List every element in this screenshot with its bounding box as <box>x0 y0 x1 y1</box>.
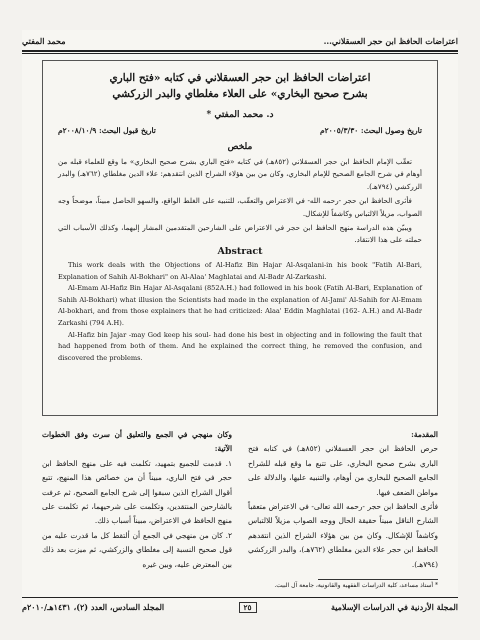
english-abstract-p3: Al-Hafiz bin Jajar -may God keep his soul- had done his best in objecting and in following the fault that had happened from both of them. And he explained the correct thing, he removed the confusion, and discovered the problems. <box>58 330 422 362</box>
title-line-1: اعتراضات الحافظ ابن حجر العسقلاني في كتابه «فتح الباري <box>109 72 371 84</box>
body-column-left <box>42 428 232 572</box>
body-column-right <box>248 428 438 572</box>
arabic-abstract-p1: تعقّب الإمام الحافظ ابن حجر العسقلاني (٨٥٢هـ) في كتابه «فتح الباري بشرح صحيح البخاري» ما وقع للعلماء قبله من أوهام في شرح الجامع الصحيح للإمام البخاري، وكان من بين هؤلاء الشراح الذين انتقدهم: علاء الدين مغلطاي (٧٦٢هـ) والبدر الزركشي (٧٩٤هـ). <box>58 157 422 191</box>
article-title <box>52 70 428 102</box>
header-author: محمد المفتي <box>22 36 66 46</box>
title-line-2: بشرح صحيح البخاري» على العلاء مغلطاي والبدر الزركشي <box>112 88 368 100</box>
introduction-heading: المقدمة: <box>411 430 438 439</box>
method-item-2: ٢. كان من منهجي في الجمع أن ألتقط كل ما قدرت عليه من قول صحيح النسبة إلى مغلطاي والزركشي، ثم ميزت بعد ذلك بين المعترض عليه، وبين غيره <box>42 530 232 569</box>
arabic-abstract <box>58 156 422 249</box>
article-author: د. محمد المفتي * <box>206 110 274 120</box>
english-abstract <box>58 260 422 364</box>
page-number: ٢٥ <box>239 602 257 613</box>
header-rule-thin <box>22 53 458 54</box>
introduction-p2: فأثرى الحافظ ابن حجر -رحمه الله تعالى- في الاعتراض متعقباً الشارح الناقل مبيناً حقيقة الحال ووجه الصواب مزيلاً للالتباس وكاشفاً للإشكال. وكان من بين هؤلاء الشراح الذين انتقدهم الحافظ ابن حجر علاء الدين مغلطاي (٧٦٢هـ)، والبدر الزركشي (٧٩٤هـ). <box>248 502 438 569</box>
header-rule <box>22 50 458 52</box>
footer-rule <box>22 597 458 598</box>
author-footnote: * أستاذ مساعد، كلية الدراسات الفقهية والقانونية، جامعة آل البيت. <box>274 582 438 589</box>
received-date: تاريخ وصول البحث: ٢٠٠٥/٣/٣٠م <box>319 126 422 135</box>
header-running-title: اعتراضات الحافظ ابن حجر العسقلاني... <box>323 36 458 46</box>
issue-info: المجلد السادس، العدد (٢)، ١٤٣١هـ/٢٠١٠م <box>22 602 165 612</box>
journal-name: المجلة الأردنية في الدراسات الإسلامية <box>330 602 458 612</box>
footnote-rule <box>318 579 438 580</box>
arabic-abstract-heading: ملخص <box>227 142 253 152</box>
method-item-1: ١. قدمت للجميع بتمهيد، تكلمت فيه على منهج الحافظ ابن حجر في فتح الباري، مبيناً أن من خصائص هذا المنهج، تتبع أقوال الشراح الذين سبقوا إلى شرح الجامع الصحيح، ثم عرفت بالشارحين المنتقدين، وتكلمت على شرحيهما، ثم تكلمت على منهج الحافظ في الاعتراض، مبيناً أسباب ذلك. <box>42 458 232 526</box>
english-abstract-p1: This work deals with the Objections of Al-Hafiz Bin Hajar Al-Asqalani-in his book "Fatih Al-Bari, Explanation of Sahih Al-Bokhari" on Al-Alaa' Maghlatai and Al-Badr Al-Zarkashi. <box>58 261 422 281</box>
method-intro: وكان منهجي في الجمع والتعليق أن سرت وفق الخطوات الآتية: <box>42 430 232 454</box>
page-footer <box>22 600 458 614</box>
running-header <box>22 34 458 48</box>
arabic-abstract-p2: فأثرى الحافظ ابن حجر -رحمه الله- في الاعتراض والتعقّب، للتنبيه على الغلط الواقع، والسهو الحاصل مبيناً، موضحاً وجه الصواب، مزيلاً الالتباس وكاشفاً للإشكال. <box>58 196 422 218</box>
introduction-p1: حرص الحافظ ابن حجر العسقلاني (٨٥٢هـ) في كتابه فتح الباري بشرح صحيح البخاري، على تتبع ما وقع قبله للشراح الجامع الصحيح للبخاري من أوهام، والتنبيه عليها، والدلالة على مواطن الضعف فيها. <box>248 444 438 497</box>
submission-dates <box>58 126 422 135</box>
english-abstract-p2: Al-Emam Al-Hafiz Bin Hajar Al-Asqalani (852A.H.) had followed in his book (Fatih Al-Bari, Explanation of Sahih Al-Bokhari) what illusion the Scientists had made in the explanation of Al-Jami' Al-Sahih for Al-Emam Al-bokhari, and from those explainers that he had criticized: Alaa' Eddin Maghlatai (162- A.H.) and Al-Badr Zarkashi (794 A.H). <box>58 284 422 327</box>
accepted-date: تاريخ قبول البحث: ٢٠٠٨/١٠/٩م <box>58 126 156 135</box>
english-abstract-heading: Abstract <box>217 246 263 257</box>
arabic-abstract-p3: ويبيّن هذه الدراسة منهج الحافظ ابن حجر في الاعتراض على الشارحين المتقدمين المشار إليهما، وكذلك الأسباب التي حملته على هذا الانتقاد. <box>58 223 422 245</box>
